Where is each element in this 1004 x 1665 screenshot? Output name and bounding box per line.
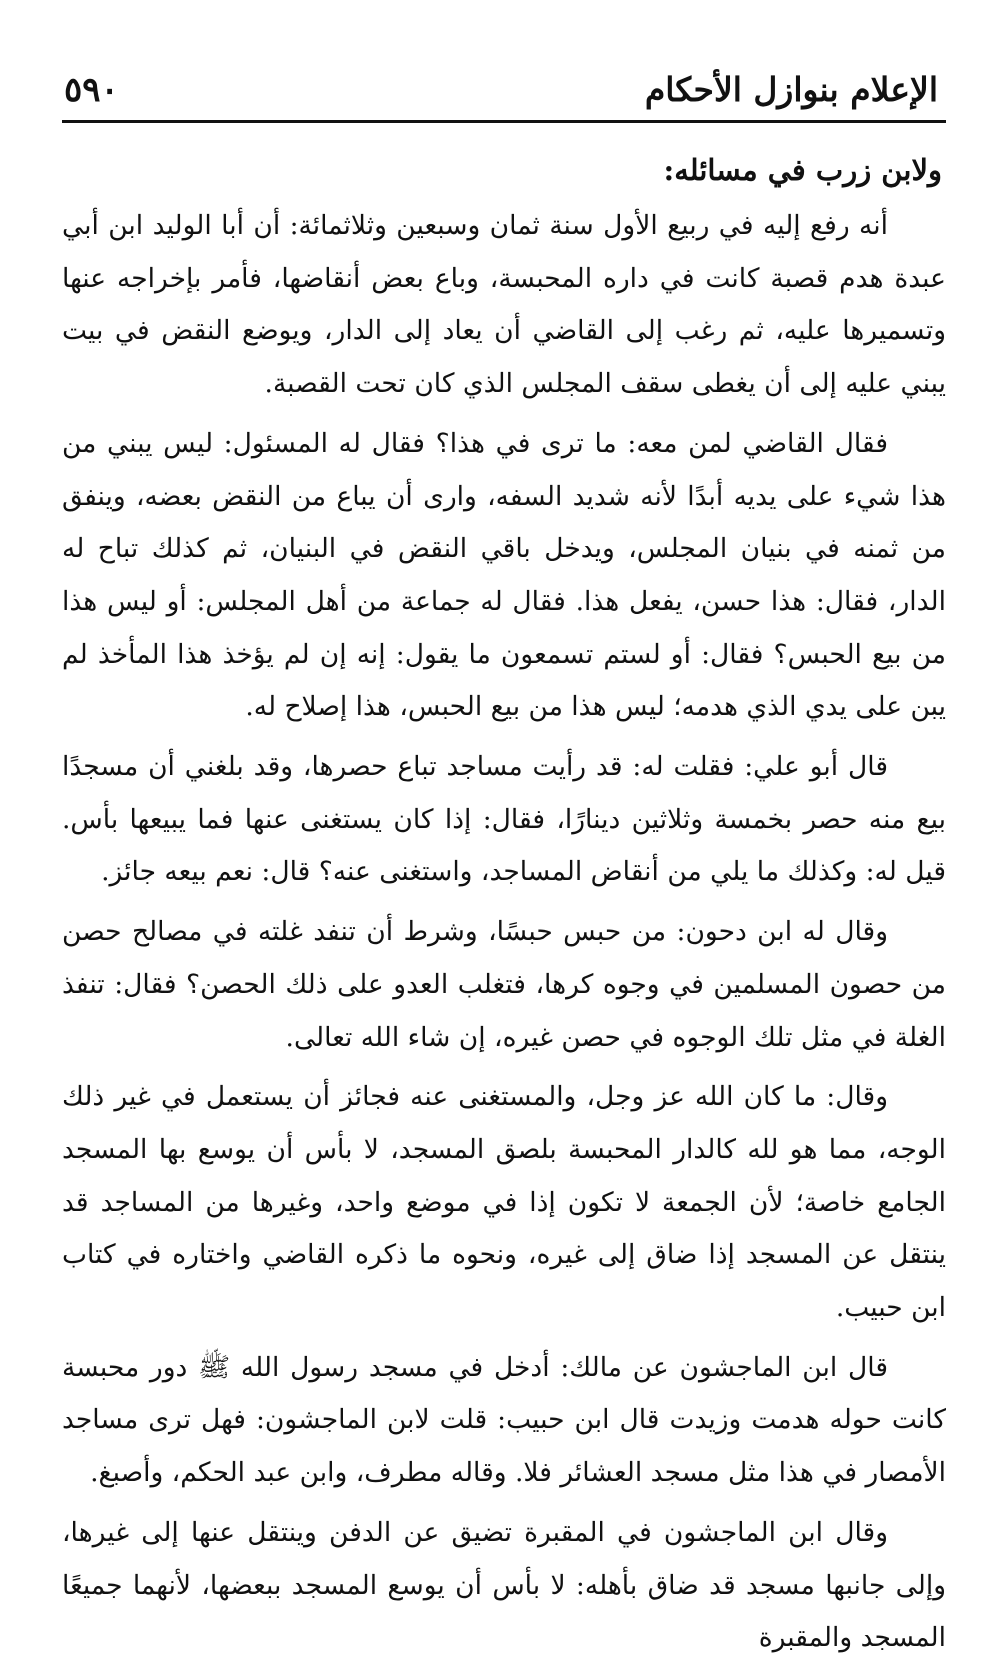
paragraph-2: فقال القاضي لمن معه: ما ترى في هذا؟ فقال له المسئول: ليس يبني من هذا شيء على يديه أبدًا لأنه شديد السفه، وارى أن يباع من النقض بعضه، وينفق من ثمنه في بنيان المجلس، ويدخل باقي النقض في البنيان، ثم كذلك تباح له الدار، فقال: هذا حسن، يفعل هذا. فقال له جماعة من أهل المجلس: أو ليس هذا من بيع الحبس؟ فقال: أو لستم تسمعون ما يقول: إنه إن لم يؤخذ هذا المأخذ لم يبن على يدي الذي هدمه؛ ليس هذا من بيع الحبس، هذا إصلاح له. — [62, 427, 946, 723]
paragraph-3: قال أبو علي: فقلت له: قد رأيت مساجد تباع حصرها، وقد بلغني أن مسجدًا بيع منه حصر بخمسة وثلاثين دينارًا، فقال: إذا كان يستغنى عنها فما يبيعها بأس. قيل له: وكذلك ما يلي من أنقاض المساجد، واستغنى عنه؟ قال: نعم بيعه جائز. — [62, 751, 946, 888]
paragraph-7: وقال ابن الماجشون في المقبرة تضيق عن الدفن وينتقل عنها إلى غيرها، وإلى جانبها مسجد قد ضاق بأهله: لا بأس أن يوسع المسجد ببعضها، لأنهما جميعًا المسجد والمقبرة — [62, 1516, 946, 1654]
paragraph-4: وقال له ابن دحون: من حبس حبسًا، وشرط أن تنفد غلته في مصالح حصن من حصون المسلمين في وجوه كرها، فتغلب العدو على ذلك الحصن؟ فقال: تنفذ الغلة في مثل تلك الوجوه في حصن غيره، إن شاء الله تعالى. — [62, 916, 946, 1053]
header-rule — [62, 120, 946, 123]
page-number: ٥٩٠ — [64, 70, 119, 110]
page-body — [62, 146, 946, 1665]
page-header — [62, 66, 946, 114]
running-title: الإعلام بنوازل الأحكام — [644, 70, 938, 109]
paragraph-1: أنه رفع إليه في ربيع الأول سنة ثمان وسبعين وثلاثمائة: أن أبا الوليد ابن أبي عبدة هدم قصبة كانت في داره المحبسة، وباع بعض أنقاضها، فأمر بإخراجه عنها وتسميرها عليه، ثم رغب إلى القاضي أن يعاد إلى الدار، ويوضع النقض في بيت يبني عليه إلى أن يغطى سقف المجلس الذي كان تحت القصبة. — [62, 210, 946, 400]
paragraph-5: وقال: ما كان الله عز وجل، والمستغنى عنه فجائز أن يستعمل في غير ذلك الوجه، مما هو لله كالدار المحبسة بلصق المسجد، لا بأس أن يوسع بها المسجد الجامع خاصة؛ لأن الجمعة لا تكون إذا في موضع واحد، وغيرها من المساجد قد ينتقل عن المسجد إذا ضاق إلى غيره، ونحوه ما ذكره القاضي واختاره في كتاب ابن حبيب. — [62, 1081, 946, 1324]
section-heading: ولابن زرب في مسائله: — [663, 153, 942, 187]
book-page — [62, 0, 946, 1654]
paragraph-6: قال ابن الماجشون عن مالك: أدخل في مسجد رسول الله ﷺ دور محبسة كانت حوله هدمت وزيدت قال ابن حبيب: قلت لابن الماجشون: فهل ترى مساجد الأمصار في هذا مثل مسجد العشائر فلا. وقاله مطرف، وابن عبد الحكم، وأصبغ. — [62, 1351, 946, 1489]
